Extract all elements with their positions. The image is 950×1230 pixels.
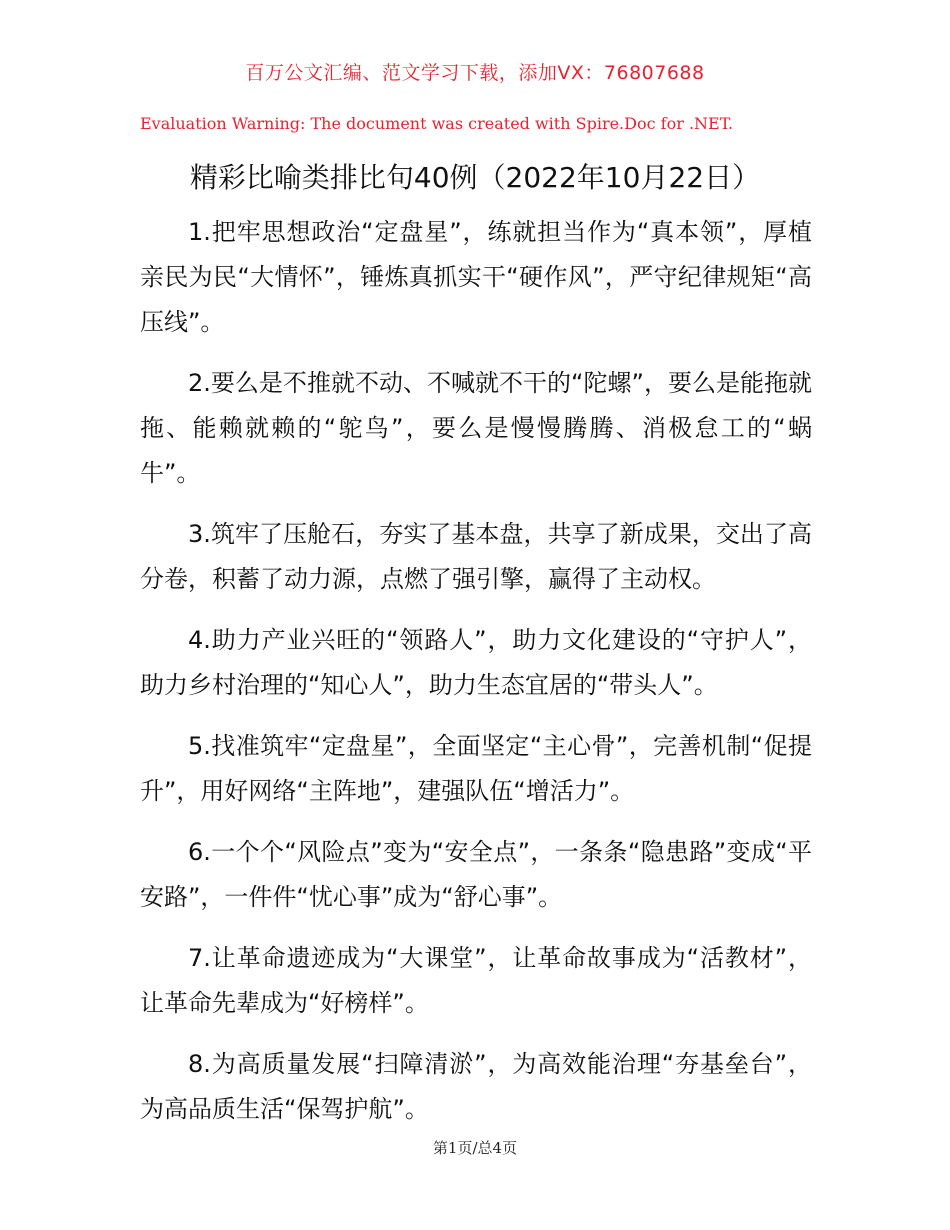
- paragraph-8: 8.为高质量发展“扫障清淤”，为高效能治理“夯基垒台”，为高品质生活“保驾护航”。: [140, 1050, 812, 1123]
- paragraph-6: 6.一个个“风险点”变为“安全点”，一条条“隐患路”变成“平安路”，一件件“忧心事”成为“舒心事”。: [140, 838, 812, 911]
- header-banner: 百万公文汇编、范文学习下载，添加VX：76807688: [245, 62, 705, 84]
- paragraph-3: 3.筑牢了压舱石，夯实了基本盘，共享了新成果，交出了高分卷，积蓄了动力源，点燃了强引擎，赢得了主动权。: [140, 520, 812, 593]
- paragraph-2: 2.要么是不推就不动、不喊就不干的“陀螺”，要么是能拖就拖、能赖就赖的“鸵鸟”，要么是慢慢腾腾、消极怠工的“蜗牛”。: [140, 369, 812, 487]
- page-number: 第1页/总4页: [432, 1139, 518, 1157]
- document-title: 精彩比喻类排比句40例（2022年10月22日）: [189, 161, 761, 194]
- document-body: [140, 210, 812, 1148]
- paragraph-5: 5.找准筑牢“定盘星”，全面坚定“主心骨”，完善机制“促提升”，用好网络“主阵地”，建强队伍“增活力”。: [140, 732, 812, 805]
- paragraph-4: 4.助力产业兴旺的“领路人”，助力文化建设的“守护人”，助力乡村治理的“知心人”，助力生态宜居的“带头人”。: [140, 626, 812, 699]
- evaluation-warning: Evaluation Warning: The document was created with Spire.Doc for .NET.: [140, 114, 734, 133]
- paragraph-1: 1.把牢思想政治“定盘星”，练就担当作为“真本领”，厚植亲民为民“大情怀”，锤炼真抓实干“硬作风”，严守纪律规矩“高压线”。: [140, 218, 812, 336]
- paragraph-7: 7.让革命遗迹成为“大课堂”，让革命故事成为“活教材”，让革命先辈成为“好榜样”。: [140, 944, 812, 1017]
